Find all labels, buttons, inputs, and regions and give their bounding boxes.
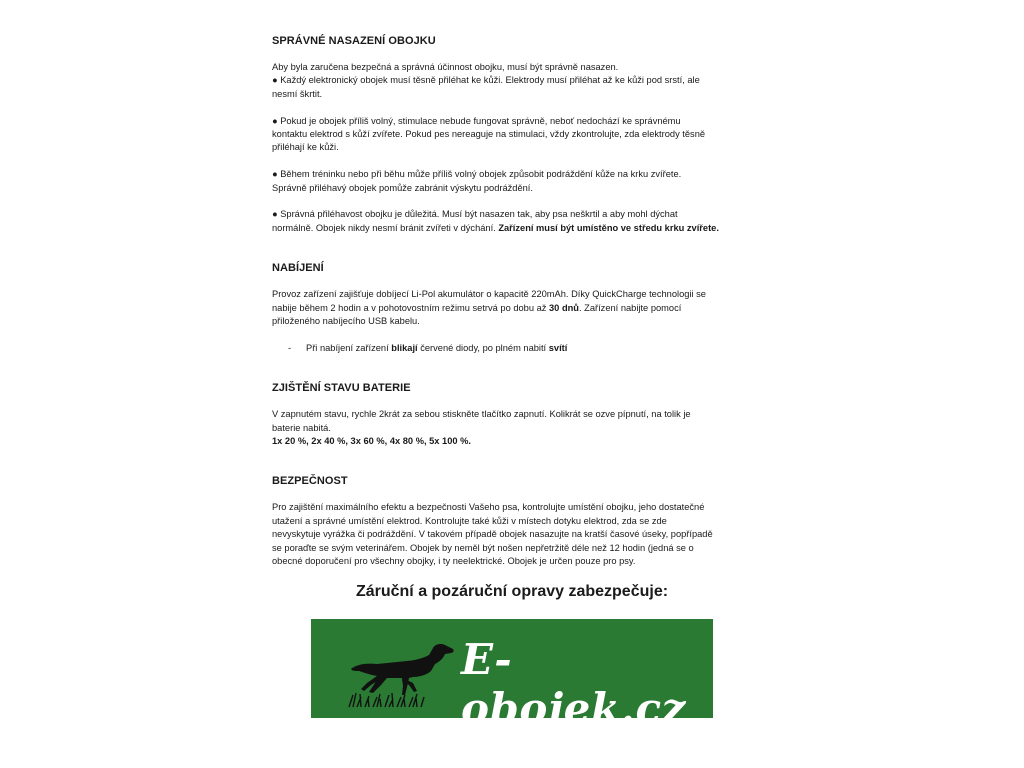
fit-bullet-4-bold: Zařízení musí být umístěno ve středu krku zvířete. (498, 222, 719, 233)
fit-intro: Aby byla zaručena bezpečná a správná účinnost obojku, musí být správně nasazen. (272, 62, 619, 72)
charging-line-2 (272, 302, 762, 315)
safety-line-3: nevyskytuje vyrážka či podráždění. V takovém případě obojek nasazujte na kratší časové úseky, popřípadě (272, 529, 713, 540)
charging-line-3: přiloženého nabíjecího USB kabelu. (272, 316, 420, 327)
charging-item-bold-1: blikají (391, 342, 418, 353)
charging-item-mid: červené diody, po plném nabití (417, 342, 549, 353)
section-battery (272, 381, 762, 448)
charging-line-2-pre: nabije během 2 hodin a v pohotovostním režimu setrvá po dobu až (272, 302, 550, 313)
safety-line-4: se poraďte se svým veterinářem. Obojek by neměl být nošen nepřetržitě déle než 12 hodin (jedná se o (272, 542, 694, 553)
charging-item-pre: Při nabíjení zařízení (306, 342, 392, 353)
brand-banner (311, 619, 713, 733)
charging-list-item (272, 342, 762, 355)
section-charging (272, 261, 762, 355)
document-body (272, 34, 762, 595)
fit-bullet-3-line-2: Správně přiléhavý obojek pomůže zabránit výskytu podráždění. (272, 182, 533, 193)
brand-wordmark: E-obojek.cz (461, 635, 686, 733)
section-title-battery: ZJIŠTĚNÍ STAVU BATERIE (272, 382, 411, 395)
fit-bullet-4-line-1: ● Správná přiléhavost obojku je důležitá. Musí být nasazen tak, aby psa neškrtil a aby mohl dýchat (272, 209, 678, 220)
section-safety (272, 474, 762, 568)
battery-levels: 1x 20 %, 2x 40 %, 3x 60 %, 4x 80 %, 5x 100 %. (272, 436, 471, 447)
dash-bullet: - (288, 342, 292, 353)
pointer-dog-icon (347, 631, 462, 711)
battery-line-1: V zapnutém stavu, rychle 2krát za sebou stiskněte tlačítko zapnutí. Kolikrát se ozve pípnutí, na tolik je (272, 409, 691, 420)
charging-line-2-post: . Zařízení nabijte pomocí (578, 302, 682, 313)
fit-bullet-4-plain: normálně. Obojek nikdy nesmí bránit zvířeti v dýchání. (272, 222, 499, 233)
charging-list-text (306, 342, 567, 355)
fit-bullet-2-line-2: kontaktu elektrod s kůží zvířete. Pokud pes nereaguje na stimulaci, vždy zkontrolujte, zda elektrody těsně (272, 129, 706, 140)
fit-bullet-3-line-1: ● Během tréninku nebo při běhu může příliš volný obojek způsobit podráždění kůže na krku zvířete. (272, 169, 682, 180)
fit-bullet-2-line-3: přiléhají ke kůži. (272, 142, 339, 153)
section-title-fit: SPRÁVNÉ NASAZENÍ OBOJKU (272, 35, 436, 47)
section-title-safety: BEZPEČNOST (272, 475, 348, 488)
charging-line-1: Provoz zařízení zajišťuje dobíjecí Li-Pol akumulátor o kapacitě 220mAh. Díky QuickCharge technologii se (272, 289, 706, 300)
fit-bullet-4-line-2 (272, 222, 762, 235)
charging-duration: 30 dnů (549, 302, 579, 313)
fit-bullet-1-line-2: nesmí škrtit. (272, 88, 323, 99)
safety-line-2: utažení a správné umístění elektrod. Kontrolujte také kůži v místech dotyku elektrod, zda se zde (272, 515, 667, 526)
fit-bullet-2-line-1: ● Pokud je obojek příliš volný, stimulace nebude fungovat správně, neboť nedochází ke správnému (272, 115, 681, 126)
safety-line-1: Pro zajištění maximálního efektu a bezpečnosti Vašeho psa, kontrolujte umístění obojku, jeho dostatečné (272, 502, 705, 513)
safety-line-5: obecné doporučení pro všechny obojky, i ty neelektrické. Obojek je určen pouze pro psy. (272, 556, 636, 567)
battery-line-2: baterie nabitá. (272, 422, 331, 433)
warranty-heading: Záruční a pozáruční opravy zabezpečuje: (355, 583, 669, 600)
section-fit (272, 34, 762, 235)
fit-bullet-1-line-1: ● Každý elektronický obojek musí těsně přiléhat ke kůži. Elektrody musí přiléhat až ke kůži pod srstí, ale (272, 75, 700, 86)
section-title-charging: NABÍJENÍ (272, 262, 324, 275)
charging-item-bold-2: svítí (548, 342, 568, 353)
